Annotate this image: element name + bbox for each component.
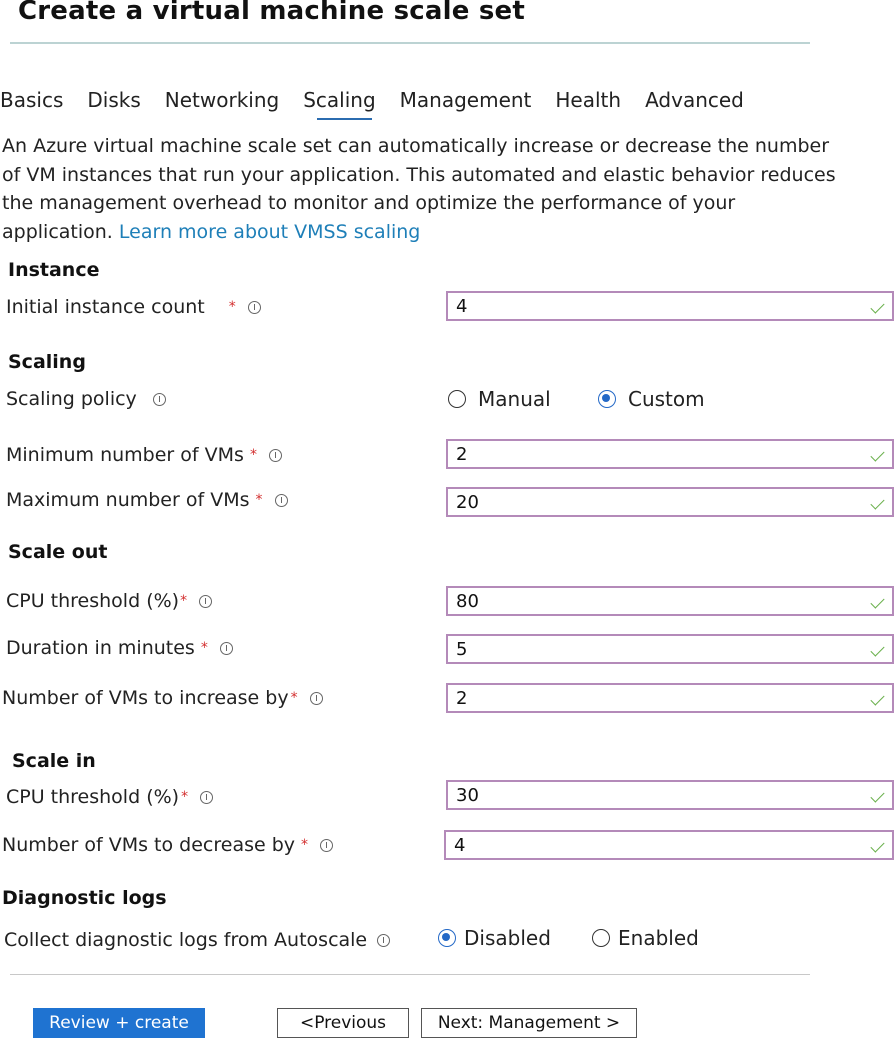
tab-disks[interactable]: Disks — [87, 88, 141, 112]
scale-out-increase-by-input[interactable] — [446, 683, 894, 713]
tab-networking[interactable]: Networking — [164, 88, 280, 112]
scaling-heading: Scaling — [8, 351, 86, 373]
scale-in-heading: Scale in — [12, 750, 96, 772]
tab-management[interactable]: Management — [399, 88, 532, 112]
description — [2, 132, 852, 246]
min-vms-label — [6, 444, 282, 466]
title-divider — [10, 42, 810, 44]
label-text: Duration in minutes — [6, 637, 195, 659]
diagnostic-logs-label — [4, 929, 390, 951]
input-value: 4 — [454, 835, 466, 856]
diagnostic-logs-heading: Diagnostic logs — [2, 887, 167, 909]
required-asterisk: * — [249, 447, 257, 463]
input-value: 20 — [456, 492, 479, 513]
check-icon — [870, 495, 884, 509]
scale-in-cpu-threshold-input[interactable] — [446, 780, 894, 810]
input-value: 30 — [456, 785, 479, 806]
label-text: Number of VMs to increase by — [2, 687, 289, 709]
scaling-policy-custom-radio[interactable] — [598, 387, 705, 411]
learn-more-link[interactable]: Learn more about VMSS scaling — [118, 220, 421, 243]
tab-health[interactable]: Health — [555, 88, 622, 112]
info-icon[interactable] — [269, 449, 282, 462]
check-icon — [870, 642, 884, 656]
scale-out-cpu-threshold-input[interactable] — [446, 586, 894, 616]
scale-in-decrease-by-input[interactable] — [444, 830, 894, 860]
required-asterisk: * — [301, 837, 309, 853]
initial-instance-count-label — [6, 296, 261, 318]
input-value: 5 — [456, 639, 468, 660]
scale-in-cpu-threshold-label — [6, 786, 213, 808]
label-text: Number of VMs to decrease by — [2, 834, 296, 856]
radio-empty-icon — [592, 929, 610, 947]
label-text: Scaling policy — [6, 388, 137, 410]
label-text: Initial instance count — [6, 296, 205, 318]
required-asterisk: * — [180, 593, 188, 609]
info-icon[interactable] — [220, 642, 233, 655]
radio-empty-icon — [448, 390, 466, 408]
radio-label: Manual — [478, 387, 551, 411]
required-asterisk: * — [290, 690, 298, 706]
scale-out-cpu-threshold-label — [6, 590, 212, 612]
input-value: 2 — [456, 444, 468, 465]
previous-button[interactable]: <Previous — [277, 1008, 409, 1038]
scale-out-heading: Scale out — [8, 541, 108, 563]
required-asterisk: * — [228, 299, 236, 315]
diagnostic-logs-enabled-radio[interactable] — [592, 926, 699, 950]
label-text: Maximum number of VMs — [6, 489, 250, 511]
info-icon[interactable] — [275, 494, 288, 507]
page-title: Create a virtual machine scale set — [18, 0, 525, 26]
review-create-button[interactable]: Review + create — [33, 1008, 205, 1038]
required-asterisk: * — [200, 640, 208, 656]
label-text: CPU threshold (%) — [6, 786, 180, 808]
radio-selected-icon — [598, 390, 616, 408]
radio-label: Enabled — [618, 926, 699, 950]
info-icon[interactable] — [153, 393, 166, 406]
footer-divider — [10, 974, 810, 975]
check-icon — [870, 691, 884, 705]
check-icon — [870, 594, 884, 608]
info-icon[interactable] — [199, 595, 212, 608]
tab-scaling[interactable]: Scaling — [303, 88, 375, 118]
label-text: CPU threshold (%) — [6, 590, 180, 612]
radio-label: Custom — [628, 387, 705, 411]
label-text: Collect diagnostic logs from Autoscale — [4, 929, 368, 951]
radio-selected-icon — [438, 929, 456, 947]
diagnostic-logs-disabled-radio[interactable] — [438, 926, 551, 950]
check-icon — [870, 299, 884, 313]
input-value: 80 — [456, 591, 479, 612]
instance-heading: Instance — [8, 259, 100, 281]
label-text: Minimum number of VMs — [6, 444, 244, 466]
min-vms-input[interactable] — [446, 439, 894, 469]
tab-bar — [0, 88, 768, 118]
tab-advanced[interactable]: Advanced — [645, 88, 744, 112]
max-vms-label — [6, 489, 288, 511]
scale-in-decrease-by-label — [2, 834, 333, 856]
info-icon[interactable] — [248, 301, 261, 314]
info-icon[interactable] — [377, 934, 390, 947]
max-vms-input[interactable] — [446, 487, 894, 517]
info-icon[interactable] — [310, 692, 323, 705]
next-management-button[interactable]: Next: Management > — [421, 1008, 637, 1038]
check-icon — [870, 447, 884, 461]
info-icon[interactable] — [320, 839, 333, 852]
radio-label: Disabled — [464, 926, 551, 950]
check-icon — [870, 838, 884, 852]
input-value: 4 — [456, 296, 468, 317]
scaling-policy-manual-radio[interactable] — [448, 387, 551, 411]
initial-instance-count-input[interactable] — [446, 291, 894, 321]
required-asterisk: * — [255, 492, 263, 508]
scaling-policy-label — [6, 388, 166, 410]
scale-out-increase-by-label — [2, 687, 323, 709]
input-value: 2 — [456, 688, 468, 709]
required-asterisk: * — [181, 789, 189, 805]
description-text: An Azure virtual machine scale set can automatically increase or decrease the number of VM instances that run your application. This automated and elastic behavior reduces the management overhead to monitor and optimize the performance of your application. — [2, 135, 836, 243]
info-icon[interactable] — [200, 791, 213, 804]
check-icon — [870, 788, 884, 802]
scale-out-duration-input[interactable] — [446, 634, 894, 664]
scale-out-duration-label — [6, 637, 233, 659]
tab-basics[interactable]: Basics — [0, 88, 64, 112]
